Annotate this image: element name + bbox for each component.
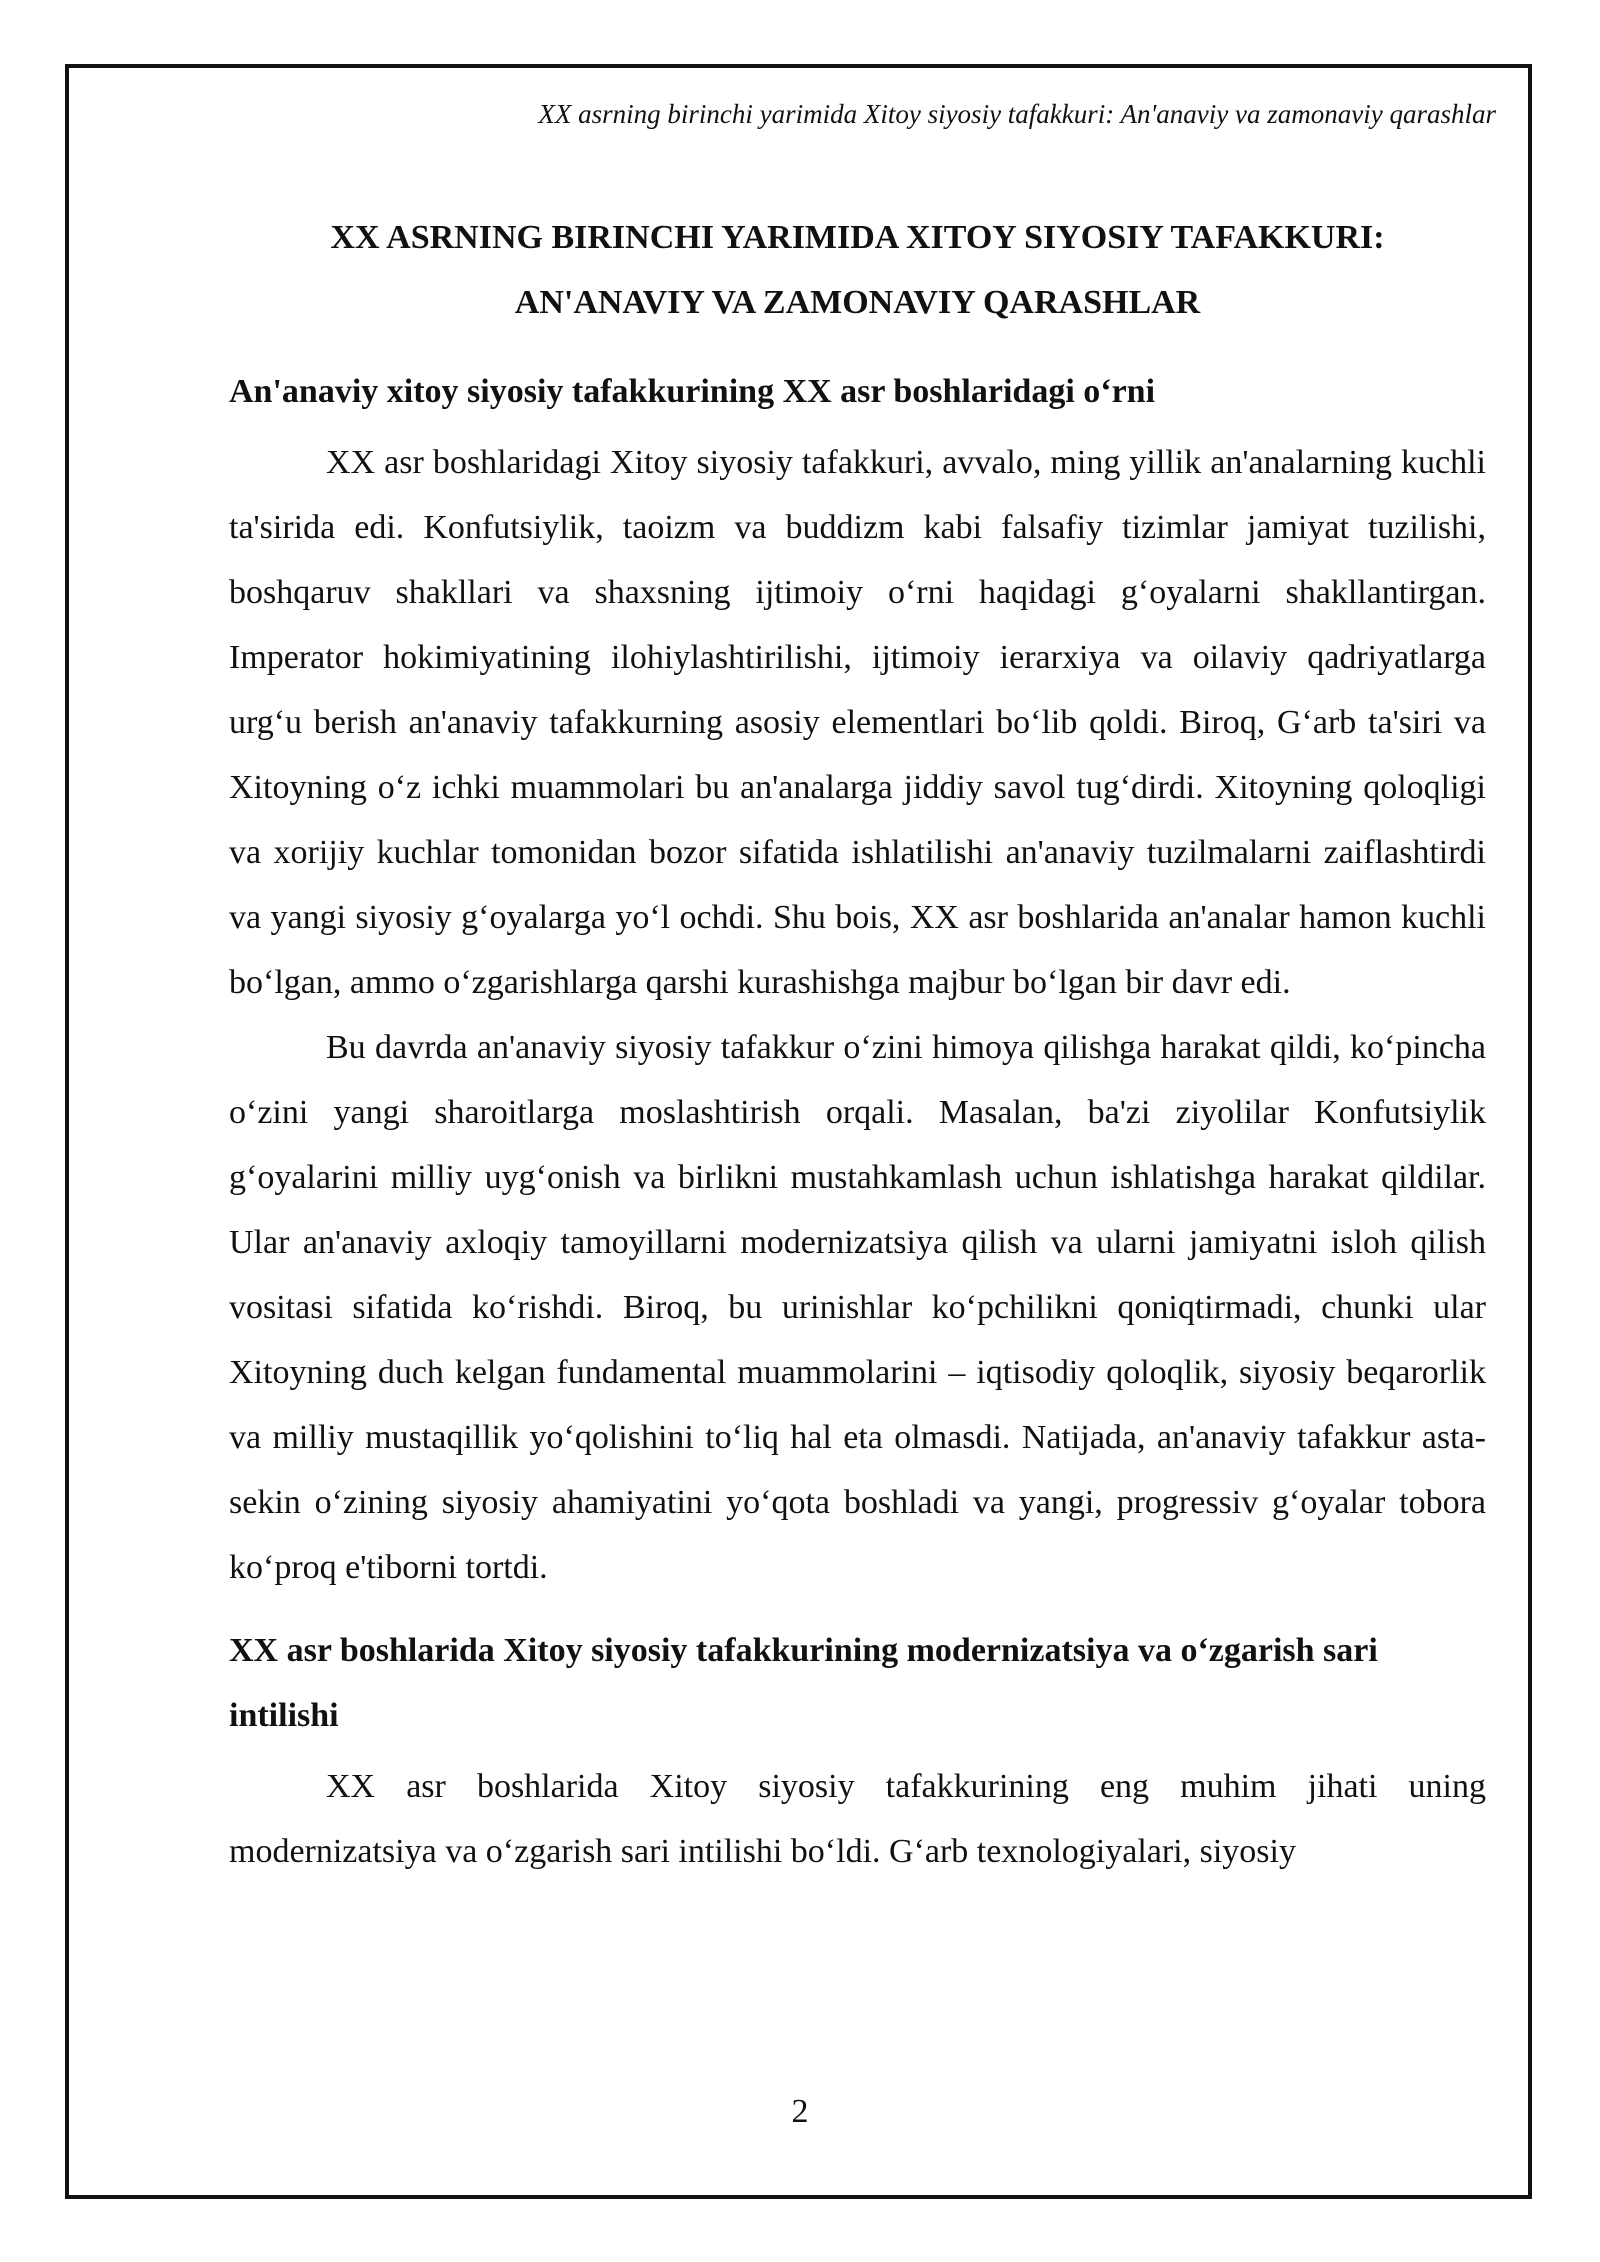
document-body xyxy=(229,205,1486,1884)
document-title xyxy=(229,205,1486,335)
section-heading-1: An'anaviy xitoy siyosiy tafakkurining XX asr boshlaridagi o‘rni xyxy=(229,373,1156,410)
paragraph: XX asr boshlaridagi Xitoy siyosiy tafakkuri, avvalo, ming yillik an'analarning kuchli ta'sirida edi. Konfutsiylik, taoizm va buddizm kabi falsafiy tizimlar jamiyat tuzilishi, boshqaruv shakllari va shaxsning ijtimoiy o‘rni haqidagi g‘oyalarni shakllantirgan. Imperator hokimiyatining ilohiylashtirilishi, ijtimoiy ierarxiya va oilaviy qadriyatlarga urg‘u berish an'anaviy tafakkurning asosiy elementlari bo‘lib qoldi. Biroq, G‘arb ta'siri va Xitoyning o‘z ichki muammolari bu an'analarga jiddiy savol tug‘dirdi. Xitoyning qoloqligi va xorijiy kuchlar tomonidan bozor sifatida ishlatilishi an'anaviy tuzilmalarni zaiflashtirdi va yangi siyosiy g‘oyalarga yo‘l ochdi. Shu bois, XX asr boshlarida an'analar hamon kuchli bo‘lgan, ammo o‘zgarishlarga qarshi kurashishga majbur bo‘lgan bir davr edi. xyxy=(229,444,1486,1001)
title-line-1: XX ASRNING BIRINCHI YARIMIDA XITOY SIYOSIY TAFAKKURI: xyxy=(330,219,1385,256)
paragraph: Bu davrda an'anaviy siyosiy tafakkur o‘zini himoya qilishga harakat qildi, ko‘pincha o‘zini yangi sharoitlarga moslashtirish orqali. Masalan, ba'zi ziyolilar Konfutsiylik g‘oyalarini milliy uyg‘onish va birlikni mustahkamlash uchun ishlatishga harakat qildilar. Ular an'anaviy axloqiy tamoyillarni modernizatsiya qilish va ularni jamiyatni isloh qilish vositasi sifatida ko‘rishdi. Biroq, bu urinishlar ko‘pchilikni qoniqtirmadi, chunki ular Xitoyning duch kelgan fundamental muammolarini – iqtisodiy qoloqlik, siyosiy beqarorlik va milliy mustaqillik yo‘qolishini to‘liq hal eta olmasdi. Natijada, an'anaviy tafakkur asta-sekin o‘zining siyosiy ahamiyatini yo‘qota boshladi va yangi, progressiv g‘oyalar tobora ko‘proq e'tiborni tortdi. xyxy=(229,1029,1486,1586)
running-header: XX asrning birinchi yarimida Xitoy siyosiy tafakkuri: An'anaviy va zamonaviy qarashlar xyxy=(538,99,1496,129)
title-line-2: AN'ANAVIY VA ZAMONAVIY QARASHLAR xyxy=(514,284,1201,321)
page-number: 2 xyxy=(791,2093,809,2130)
section-heading-2: XX asr boshlarida Xitoy siyosiy tafakkurining modernizatsiya va o‘zgarish sari intilishi xyxy=(229,1632,1378,1734)
paragraph: XX asr boshlarida Xitoy siyosiy tafakkurining eng muhim jihati uning modernizatsiya va o‘zgarish sari intilishi bo‘ldi. G‘arb texnologiyalari, siyosiy xyxy=(229,1768,1486,1870)
